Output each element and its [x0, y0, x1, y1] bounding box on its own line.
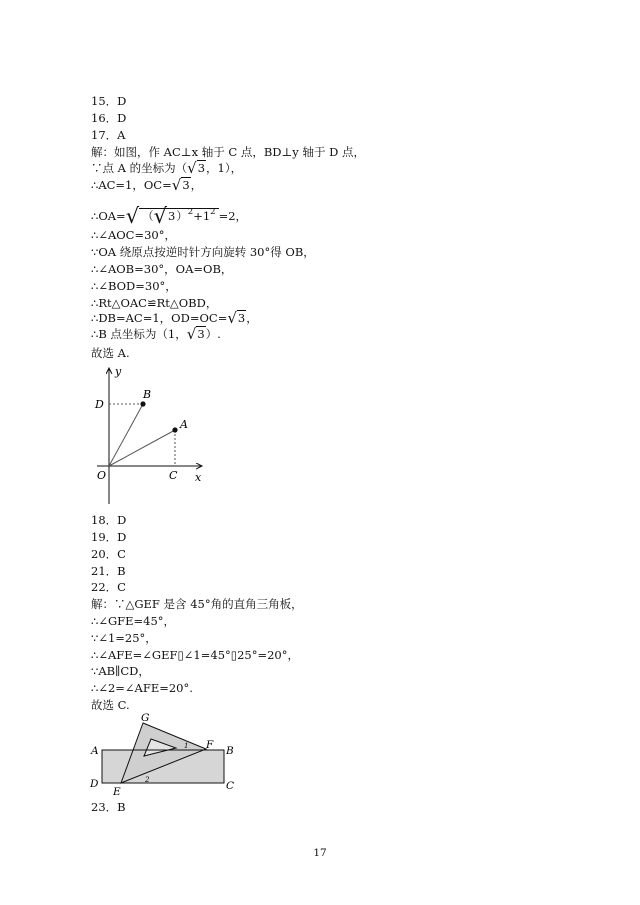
label-C: C [226, 780, 235, 792]
q17-line-6: ∵OA 绕原点按逆时针方向旋转 30°得 OB， [91, 245, 315, 259]
answer-22: 22．C [91, 580, 126, 594]
q22-line-6: ∴∠2=∠AFE=20°. [91, 681, 193, 695]
label-B: B [143, 388, 152, 401]
q17-line-4: ∴OA=√ $(√3)^2+1^2 =2$， [91, 204, 248, 228]
label-E: E [113, 786, 121, 797]
point-A [172, 427, 177, 432]
label-x: x [195, 471, 202, 484]
label-B: B [226, 745, 234, 757]
q22-line-7: 故选 C. [91, 698, 130, 712]
q22-line-5: ∵AB∥CD， [91, 664, 150, 678]
answer-23: 23．B [91, 800, 126, 814]
point-B [140, 401, 145, 406]
q17-line-8: ∴∠BOD=30°， [91, 279, 177, 293]
sqrt-3: √3 [171, 176, 190, 194]
q22-line-2: ∴∠GFE=45°， [91, 614, 176, 628]
label-G: G [141, 712, 150, 724]
q17-line-5: ∴∠AOC=30°， [91, 228, 177, 242]
page-number: 17 [313, 847, 327, 859]
q17-line-7: ∴∠AOB=30°，OA=OB， [91, 262, 233, 276]
angle-2-label: 2 [145, 776, 150, 784]
q17-line-10: ∴DB=AC=1，OD=OC=√3， [91, 309, 258, 327]
answer-20: 20．C [91, 547, 126, 561]
label-D: D [90, 778, 99, 790]
q17-line-1: 解：如图，作 AC⊥x 轴于 C 点，BD⊥y 轴于 D 点， [91, 145, 365, 159]
q22-line-3: ∵∠1=25°， [91, 631, 157, 645]
coordinate-figure [88, 362, 218, 510]
sqrt-3: √3 [227, 309, 246, 327]
q22-line-1: 解：∵△GEF 是含 45°角的直角三角板， [91, 597, 303, 611]
answer-15: 15．D [91, 94, 127, 108]
answer-16: 16．D [91, 111, 127, 125]
q17-line-3: ∴AC=1，OC=√3， [91, 176, 203, 194]
q17-line-11: ∴B 点坐标为（1，√3）. [91, 325, 221, 343]
label-y: y [115, 365, 122, 378]
label-F: F [206, 739, 214, 751]
triangle-ruler-figure [88, 711, 240, 797]
q22-line-4: ∴∠AFE=∠GEF▯∠1=45°▯25°=20°， [91, 648, 299, 662]
label-D: D [95, 398, 104, 411]
label-A: A [91, 745, 99, 757]
label-O: O [97, 469, 107, 482]
label-A: A [180, 418, 188, 431]
sqrt-3: √3 [186, 325, 205, 343]
answer-19: 19．D [91, 530, 127, 544]
answer-17: 17．A [91, 128, 126, 142]
angle-1-label: 1 [184, 742, 189, 750]
q17-line-12: 故选 A. [91, 346, 130, 360]
answer-21: 21．B [91, 564, 126, 578]
label-C: C [169, 469, 178, 482]
answer-18: 18．D [91, 513, 127, 527]
q17-line-2: ∵点 A 的坐标为（√3，1）， [91, 159, 243, 177]
oa-radical: √ $(√3)^2+1^2$ [126, 205, 219, 223]
sqrt-3: √3 [187, 159, 206, 177]
q17-line-9: ∴Rt△OAC≌Rt△OBD， [91, 296, 218, 310]
